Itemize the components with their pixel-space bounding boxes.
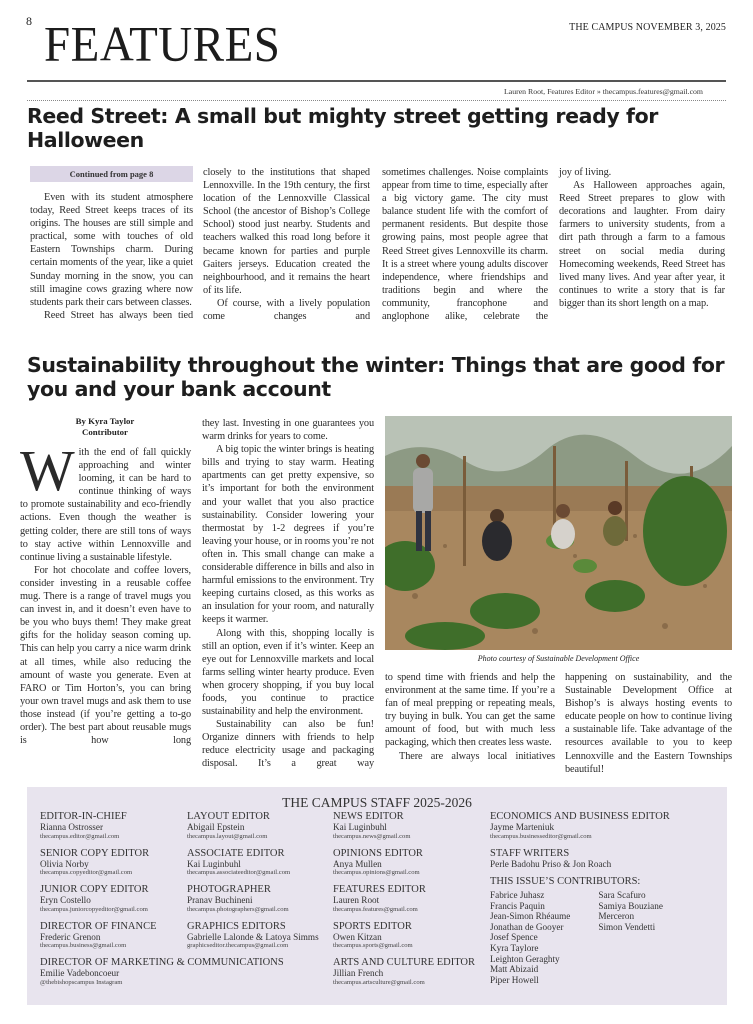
paragraph: to spend time with friends and help the environment at the same time. If you’re a fan of meal prepping or repeating meals, try buying in bulk. You can get the same amount of food, but with much less packaging, which then creates less waste. <box>385 672 555 749</box>
continued-label: Continued from page 8 <box>30 166 193 182</box>
staff-email: thecampus.news@gmail.com <box>333 832 411 840</box>
staff-role: ARTS AND CULTURE EDITOR <box>333 957 476 968</box>
article-column <box>203 166 370 323</box>
article-column <box>559 166 725 310</box>
staff-email: thecampus.artsculture@gmail.com <box>333 978 425 986</box>
staff-name: Gabrielle Lalonde & Latoya Simms <box>187 931 319 942</box>
staff-entry <box>40 921 156 951</box>
staff-name: Owen Kitzan <box>333 931 382 942</box>
staff-column <box>187 811 319 957</box>
staff-name: Emilie Vadeboncoeur <box>40 968 120 978</box>
staff-role: PHOTOGRAPHER <box>187 884 271 895</box>
staff-entry <box>187 848 319 878</box>
article-headline: Reed Street: A small but mighty street getting ready for Halloween <box>27 104 658 152</box>
staff-name: Jayme Marteniuk <box>490 822 555 832</box>
paragraph: Reed Street has always been tied <box>44 309 193 321</box>
contributor-name: Simon Vendetti <box>598 921 656 932</box>
contributor-name: Jean-Simon Rhéaume <box>490 911 571 922</box>
paragraph: As Halloween approaches again, Reed Street prepares to glow with decorations and laughter. From dairy farmers to university students, from a dirt path through a farm to a famous street on social media during Homecoming weekends, Reed Street has lived many lives. And year after year, it continues to write a story that is far bigger than its short length on a map. <box>559 180 725 309</box>
staff-name: Olivia Norby <box>40 858 89 869</box>
staff-email: thecampus.sports@gmail.com <box>333 942 413 949</box>
article-column <box>385 671 555 763</box>
staff-role: EDITOR-IN-CHIEF <box>40 811 127 822</box>
staff-email: thecampus.features@gmail.com <box>333 905 418 913</box>
section-title: FEATURES <box>44 17 281 73</box>
staff-name: Kai Luginbuhl <box>187 858 241 869</box>
section-editor-credit: Lauren Root, Features Editor » thecampus.features@gmail.com <box>503 87 703 96</box>
staff-entry <box>333 921 475 951</box>
staff-column <box>333 811 475 994</box>
paragraph: closely to the institutions that shaped Lennoxville. In the 19th century, the first location of the Lennoxville Classical School (the ancestor of Bishop’s College School) stood just nearby. Students and teachers walked this road long before it became known for parties and purple Gaiters jerseys. Education created the neighbourhood, and it remains the heart of its life. <box>203 167 370 296</box>
paragraph: Along with this, shopping locally is still an option, even if it’s winter. Keep an eye out for Lennoxville markets and local farms selling winter hearty produce. Even when grocery shopping, if you buy local foods, you continue to practice sustainability and help the environment. <box>202 627 374 718</box>
drop-cap: W <box>20 438 75 503</box>
staff-role: ASSOCIATE EDITOR <box>187 847 285 859</box>
paragraph: ith the end of fall quickly approaching and winter looming, it can be hard to continue thinking of ways to promote sustainability and eco-friendly actions. Even though the weather is getting colder, there are still tons of ways to stay active within Lennoxville and continue living a sustainable lifestyle. <box>20 447 191 563</box>
staff-entry <box>333 884 475 914</box>
staff-title: THE CAMPUS STAFF 2025-2026 <box>282 795 472 810</box>
byline-role: Contributor <box>82 427 128 437</box>
article-column <box>382 166 548 323</box>
staff-entry <box>490 848 670 870</box>
article-column <box>20 438 191 747</box>
staff-name: Jillian French <box>333 968 384 978</box>
contributor-name: Kyra Taylore <box>490 942 539 953</box>
staff-email: thecampus.photographers@gmail.com <box>187 905 289 913</box>
staff-name: Perle Badohu Priso & Jon Roach <box>490 858 612 869</box>
staff-email: thecampus.copyeditor@gmail.com <box>40 869 133 876</box>
paragraph: they last. Investing in one guarantees you warm drinks for years to come. <box>202 418 374 443</box>
contributor-name: Josef Spence <box>490 932 538 943</box>
staff-name: Kai Luginbuhl <box>333 822 387 832</box>
staff-role: DIRECTOR OF MARKETING & COMMUNICATIONS <box>40 957 284 968</box>
staff-entry <box>40 848 156 878</box>
paragraph: joy of living. <box>559 167 612 178</box>
staff-email: thecampus.opinions@gmail.com <box>333 869 420 876</box>
photo-caption: Photo courtesy of Sustainable Development Office <box>477 654 640 663</box>
staff-name: Lauren Root <box>333 895 380 905</box>
paragraph: Even with its student atmosphere today, Reed Street keeps traces of its origins. The houses are still simple and practical, some with touches of old Eastern Townships charm. During certain moments of the year, like a quiet Sunday morning in the snow, you can still imagine cows grazing where now students park their cars between classes. <box>30 192 193 308</box>
staff-column <box>490 811 670 985</box>
byline-author: By Kyra Taylor <box>75 416 135 426</box>
contributor-name: Matt Abizaid <box>490 964 539 975</box>
staff-entry <box>40 957 284 987</box>
staff-name: Pranav Buchineni <box>187 895 253 905</box>
staff-email: thecampus.layout@gmail.com <box>187 832 268 840</box>
staff-entry <box>187 921 319 951</box>
staff-role: SPORTS EDITOR <box>333 920 412 932</box>
staff-entry <box>187 884 319 914</box>
byline <box>20 416 190 438</box>
article-column <box>30 166 193 322</box>
article-photo <box>385 416 732 650</box>
staff-role: LAYOUT EDITOR <box>187 811 270 822</box>
staff-role: DIRECTOR OF FINANCE <box>40 920 157 932</box>
staff-entry <box>333 811 475 841</box>
paragraph: happening on sustainability, and the Sustainable Development Office at Bishop’s is always hosting events to educate people on how to continue living a sustainable life. Take advantage of the resources available to you to keep Lennoxville and the Eastern Townships beautiful! <box>565 672 732 775</box>
paragraph: Of course, with a lively population come changes and <box>203 297 370 323</box>
staff-email: thecampus.juniorcopyeditor@gmail.com <box>40 905 148 913</box>
paragraph: sometimes challenges. Noise complaints appear from time to time, especially after a big victory game. The city must balance student life with the comfort of permanent residents. But despite those growing pains, most people agree that Reed Street gives Lennoxville its charm. It is a street where young adults discover independence, where friendships and traditions begin and where the community, francophone and anglophone alike, celebrate the <box>382 167 548 323</box>
paragraph: For hot chocolate and coffee lovers, consider investing in a reusable coffee mug. There is a range of travel mugs you can invest in, and it doesn’t even have to be you who buys them! They make great gifts for the holiday season coming up. This can help you carry a nice warm drink at all times, while also reducing the amount of waste you generate. Even at FARO or Tim Horton’s, you can bring your own travel mugs and ask them to use those instead (if you’re getting a to-go order). The best part about reusable mugs is how long <box>20 564 191 747</box>
staff-name: Eryn Costello <box>40 895 91 905</box>
staff-email: thecampus.business@gmail.com <box>40 942 127 949</box>
article-headline: Sustainability throughout the winter: Things that are good for you and your bank account <box>27 353 725 401</box>
staff-name: Rianna Ostrosser <box>40 822 104 832</box>
staff-name: Frederic Grenon <box>40 931 101 942</box>
paragraph: Sustainability can also be fun! Organize dinners with friends to help reduce electricity usage and packaging disposal. It’s a great way <box>202 719 374 770</box>
staff-entry <box>40 811 156 841</box>
staff-contact: @thebishopscampus Instagram <box>40 978 123 986</box>
staff-role: GRAPHICS EDITORS <box>187 920 286 932</box>
staff-role: STAFF WRITERS <box>490 847 570 859</box>
staff-role: ECONOMICS AND BUSINESS EDITOR <box>490 811 670 822</box>
contributor-name: Samiya Bouziane <box>598 900 663 911</box>
staff-entry <box>333 957 475 987</box>
staff-role: JUNIOR COPY EDITOR <box>40 884 149 895</box>
staff-role: SENIOR COPY EDITOR <box>40 847 150 859</box>
dateline: THE CAMPUS NOVEMBER 3, 2025 <box>569 22 726 33</box>
header-rule <box>27 80 726 82</box>
staff-entry <box>187 811 319 841</box>
contributors-list <box>490 890 670 985</box>
staff-name: Abigail Epstein <box>187 822 245 832</box>
contributor-name: Leighton Geraghty <box>490 953 560 964</box>
dotted-divider <box>27 100 726 101</box>
article-column <box>202 417 374 771</box>
contributors-title: THIS ISSUE’S CONTRIBUTORS: <box>490 876 641 887</box>
contributor-name: Sara Scafuro <box>598 890 646 900</box>
staff-column <box>40 811 156 957</box>
staff-email: thecampus.businesseditor@gmail.com <box>490 832 592 840</box>
paragraph: There are always local initiatives <box>399 750 555 762</box>
contributor-name: Fabrice Juhasz <box>490 890 545 900</box>
staff-email: thecampus.editor@gmail.com <box>40 832 120 840</box>
paragraph: A big topic the winter brings is heating bills and trying to stay warm. Heating apartments can get pretty expensive, so it’s important for both the environment and your wallet that you also practice sustainability. Consider lowering your thermostat by 1-2 degrees if you’re leaving your house, or in rooms you’re not often in. This small change can make a considerable difference in bills and also in harmful emissions to the environment. Try keeping curtains closed, as this works as an insulation for your room, and naturally keeps it warmer. <box>202 444 374 626</box>
contributor-name: Francis Paquin <box>490 900 545 911</box>
staff-name: Anya Mullen <box>333 858 382 869</box>
contributor-name: Piper Howell <box>490 974 539 985</box>
staff-role: FEATURES EDITOR <box>333 884 426 895</box>
article-column <box>565 671 732 776</box>
staff-email: thecampus.associateeditor@gmail.com <box>187 869 291 876</box>
staff-entry <box>490 811 670 841</box>
staff-role: OPINIONS EDITOR <box>333 847 423 859</box>
staff-entry <box>40 884 156 914</box>
staff-box <box>27 787 727 1005</box>
staff-entry <box>333 848 475 878</box>
contributor-name: Merceron <box>598 911 635 922</box>
contributor-name: Jonathan de Gooyer <box>490 921 564 932</box>
staff-email: graphicseditor.thecampus@gmail.com <box>187 942 289 949</box>
staff-role: NEWS EDITOR <box>333 811 404 822</box>
page-number: 8 <box>26 14 32 28</box>
